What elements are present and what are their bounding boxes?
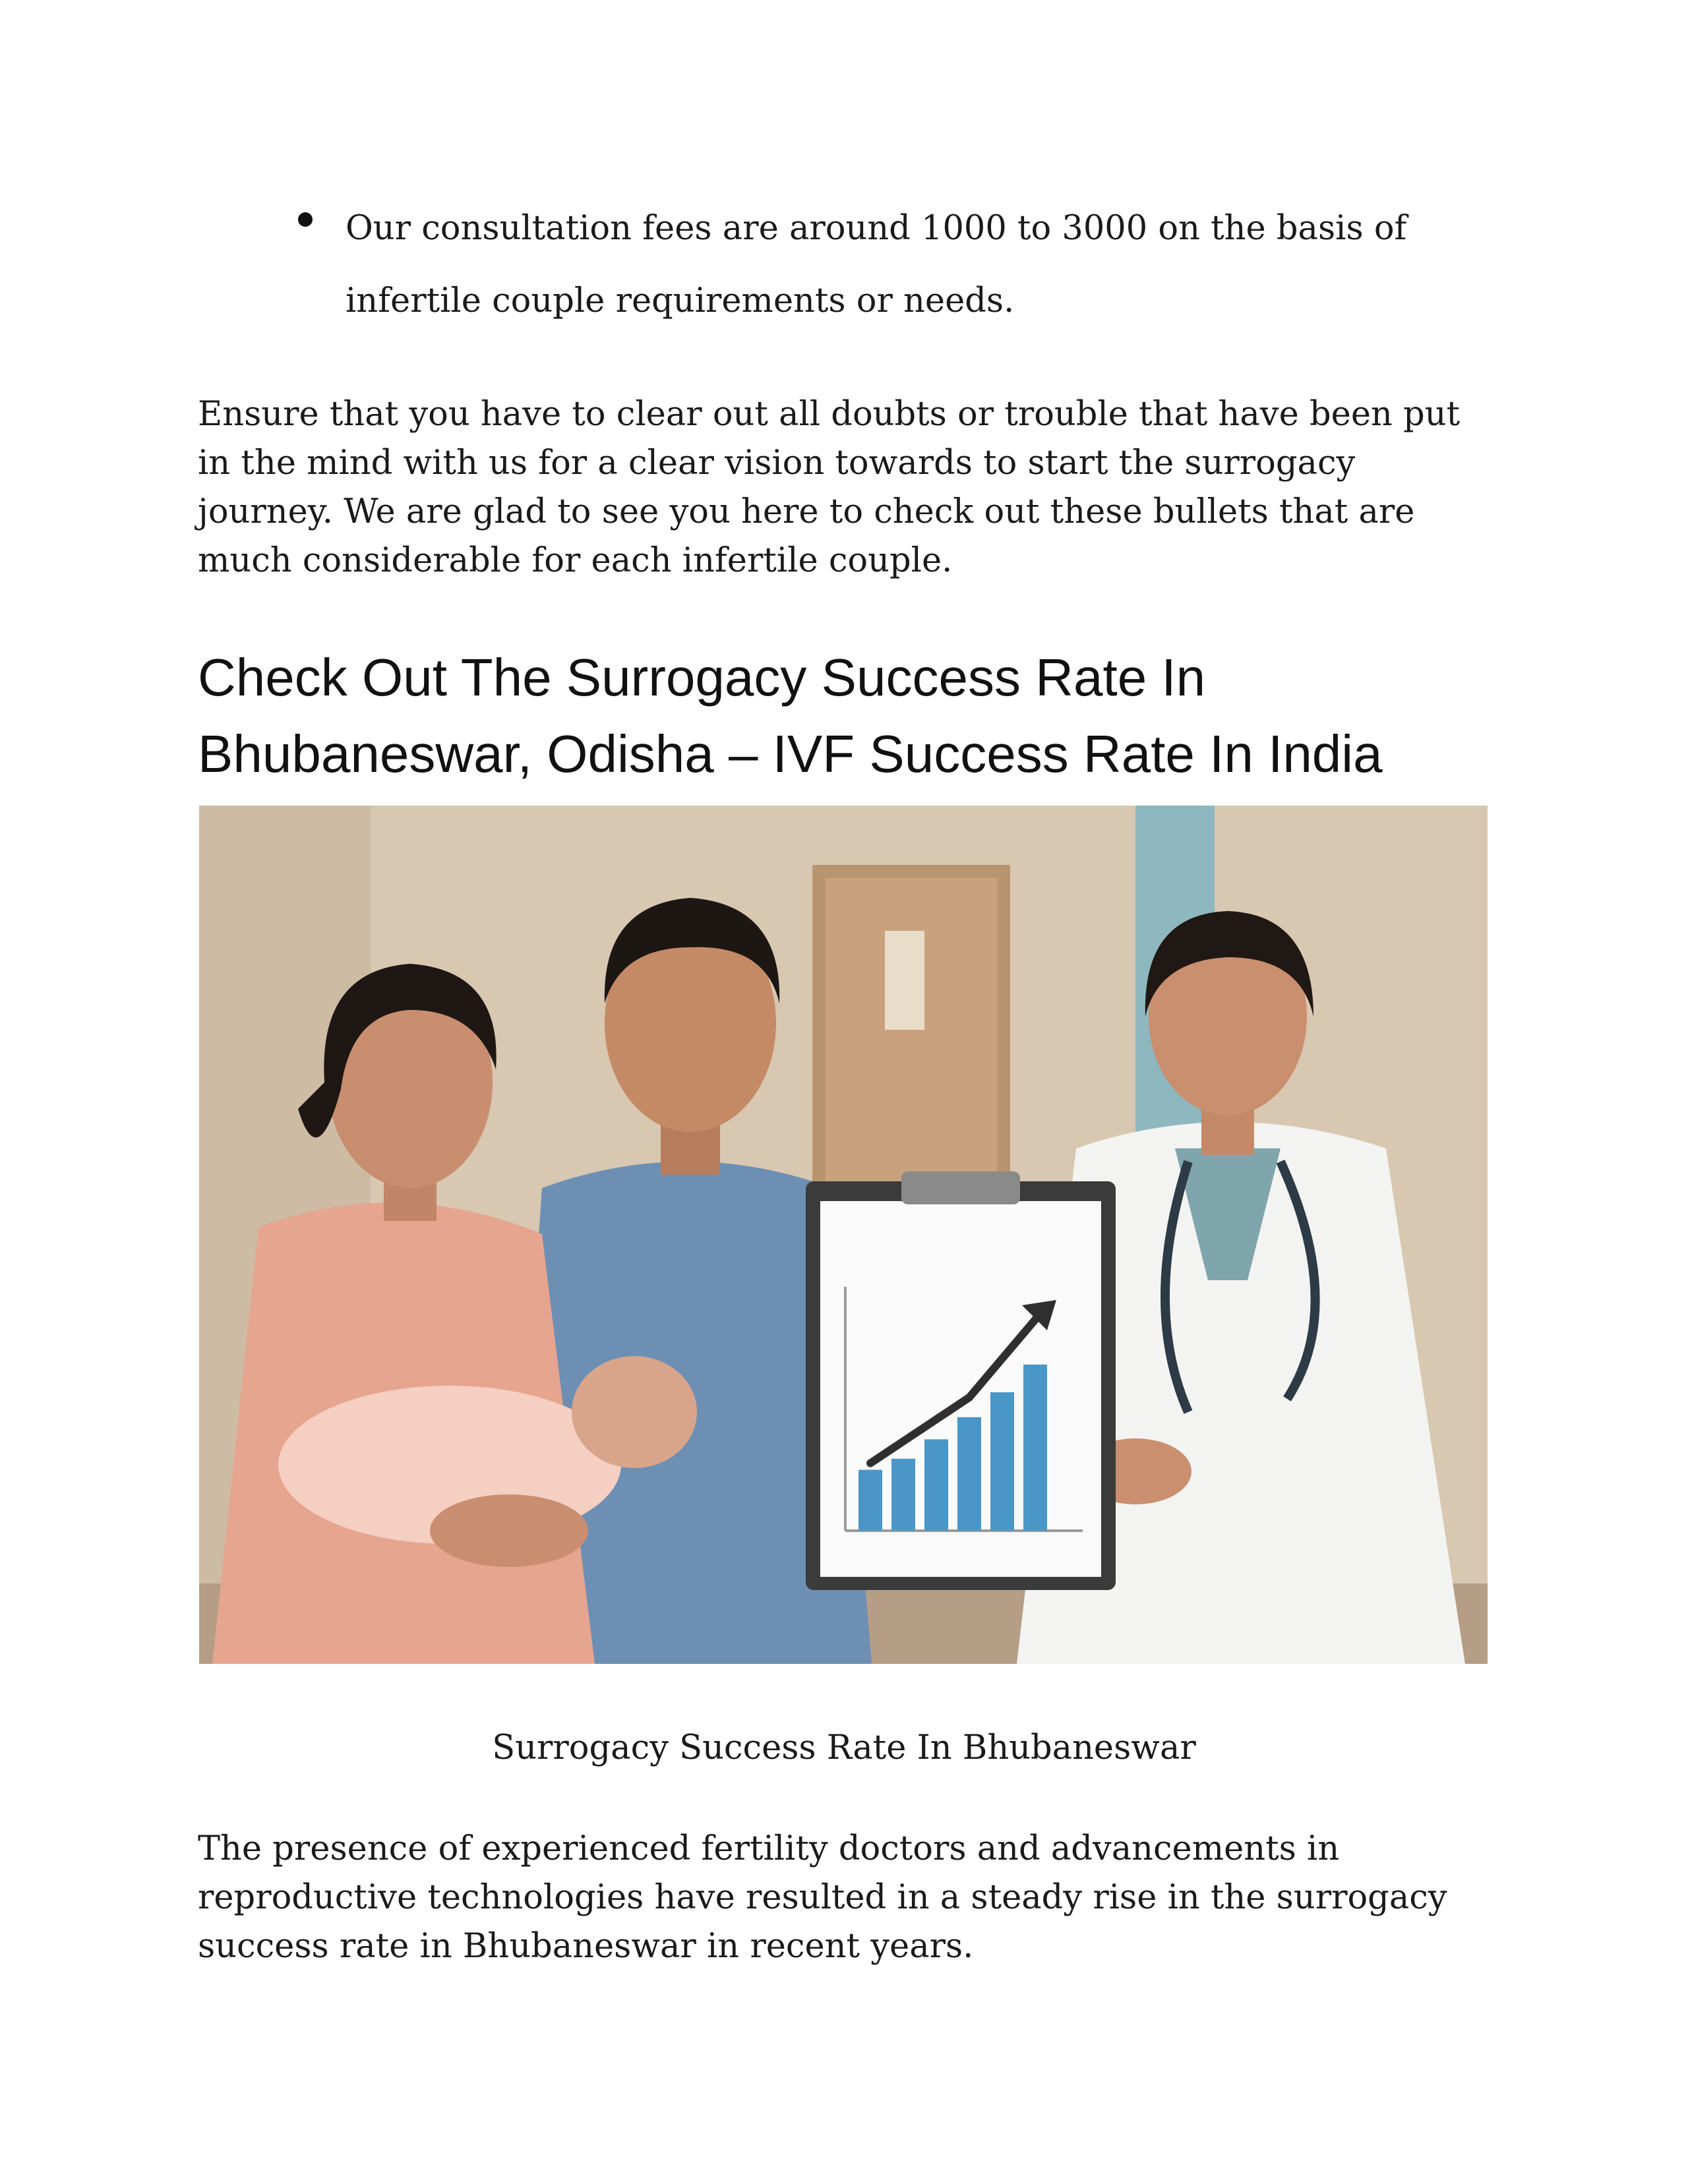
baby-head	[572, 1356, 697, 1468]
chart-bar-3	[924, 1439, 948, 1531]
family-doctor-photo	[199, 806, 1488, 1664]
photo-illustration	[199, 806, 1488, 1664]
mother-hand	[430, 1494, 588, 1567]
chart-bar-5	[990, 1392, 1014, 1531]
bullet-marker	[298, 212, 313, 227]
chart-bar-2	[891, 1459, 915, 1531]
heading-line-1: Check Out The Surrogacy Success Rate In	[198, 648, 1206, 707]
figure-caption: Surrogacy Success Rate In Bhubaneswar	[492, 1728, 1196, 1767]
heading-line-2: Bhubaneswar, Odisha – IVF Success Rate In India	[198, 724, 1383, 783]
bullet-line-2: infertile couple requirements or needs.	[346, 281, 1015, 320]
clipboard-clip	[901, 1171, 1020, 1204]
door	[826, 878, 997, 1208]
section-heading	[198, 639, 1503, 792]
clipboard	[806, 1171, 1116, 1590]
door-window	[885, 931, 924, 1030]
bullet-line-1: Our consultation fees are around 1000 to 3000 on the basis of	[346, 209, 1407, 248]
bullet-text	[346, 192, 1414, 338]
chart-bar-1	[859, 1470, 882, 1531]
chart-bar-6	[1023, 1365, 1047, 1531]
closing-paragraph: The presence of experienced fertility doctors and advancements in reproductive technologies have resulted in a steady rise in the surrogacy success rate in Bhubaneswar in recent years.	[198, 1829, 1447, 1966]
chart-bar-4	[957, 1417, 981, 1531]
intro-paragraph: Ensure that you have to clear out all doubts or trouble that have been put in the mind with us for a clear vision towards to start the surrogacy journey. We are glad to see you here to check out these bullets that are much considerable for each infertile couple.	[198, 395, 1461, 580]
